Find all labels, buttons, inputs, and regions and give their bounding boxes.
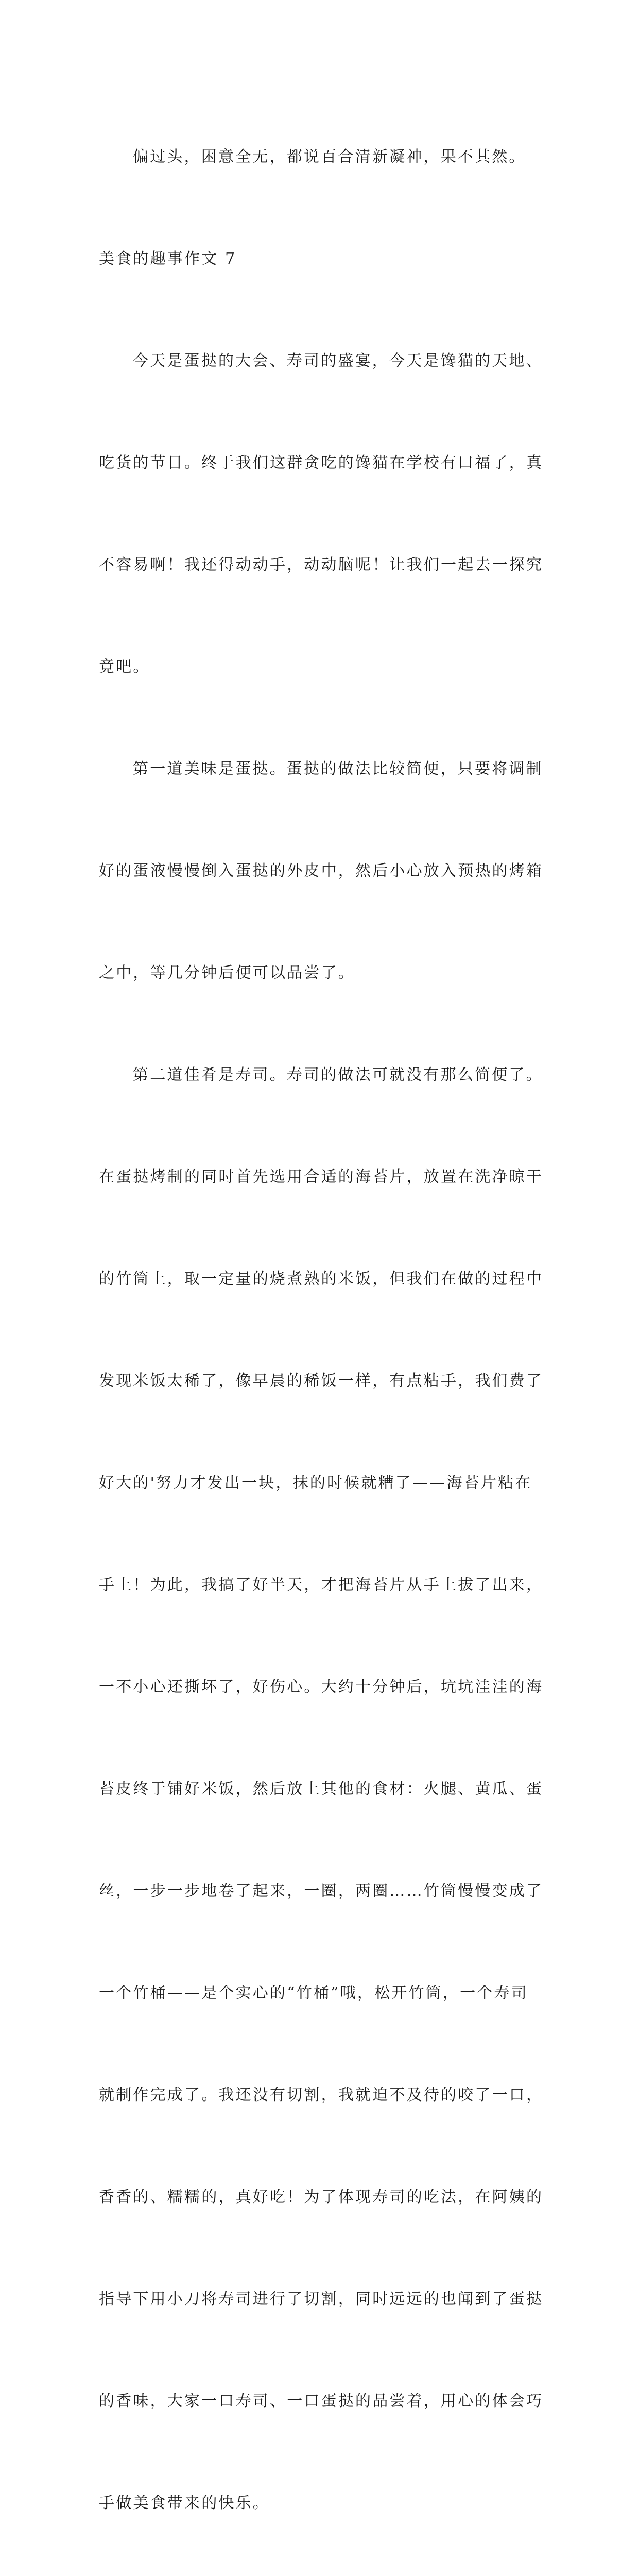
paragraph-line: 不容易啊！我还得动动手，动动脑呢！让我们一起去一探究: [99, 556, 544, 574]
paragraph-line: 第二道佳肴是寿司。寿司的做法可就没有那么简便了。: [133, 1066, 543, 1084]
paragraph-line: 在蛋挞烤制的同时首先选用合适的海苔片，放置在洗净晾干: [99, 1168, 544, 1186]
section-heading: 美食的趣事作文 7: [99, 250, 237, 268]
paragraph-line: 竟吧。: [99, 658, 150, 676]
paragraph-line: 手做美食带来的快乐。: [99, 2494, 270, 2512]
paragraph-line: 指导下用小刀将寿司进行了切割，同时远远的也闻到了蛋挞: [99, 2290, 544, 2308]
paragraph-line: 发现米饭太稀了，像早晨的稀饭一样，有点粘手，我们费了: [99, 1372, 544, 1390]
paragraph-line: 第一道美味是蛋挞。蛋挞的做法比较简便，只要将调制: [133, 760, 543, 778]
paragraph-line: 吃货的节日。终于我们这群贪吃的馋猫在学校有口福了，真: [99, 454, 544, 472]
paragraph-line: 手上！为此，我搞了好半天，才把海苔片从手上拔了出来，: [99, 1576, 544, 1594]
paragraph-line: 今天是蛋挞的大会、寿司的盛宴，今天是馋猫的天地、: [133, 352, 543, 370]
paragraph-line: 之中，等几分钟后便可以品尝了。: [99, 964, 355, 982]
paragraph-line: 好的蛋液慢慢倒入蛋挞的外皮中，然后小心放入预热的烤箱: [99, 862, 544, 880]
document-body: [99, 72, 552, 2576]
paragraph-line: 的竹筒上，取一定量的烧煮熟的米饭，但我们在做的过程中: [99, 1270, 544, 1288]
paragraph-line: 好大的'努力才发出一块，抹的时候就糟了——海苔片粘在: [99, 1474, 532, 1492]
paragraph-line: 苔皮终于铺好米饭，然后放上其他的食材：火腿、黄瓜、蛋: [99, 1780, 544, 1798]
paragraph-line: 偏过头，困意全无，都说百合清新凝神，果不其然。: [133, 148, 526, 166]
paragraph-line: 就制作完成了。我还没有切割，我就迫不及待的咬了一口，: [99, 2086, 544, 2104]
paragraph-line: 一个竹桶——是个实心的“竹桶”哦，松开竹筒，一个寿司: [99, 1984, 528, 2002]
paragraph-line: 的香味，大家一口寿司、一口蛋挞的品尝着，用心的体会巧: [99, 2392, 544, 2410]
paragraph-line: 一不小心还撕坏了，好伤心。大约十分钟后，坑坑洼洼的海: [99, 1678, 544, 1696]
paragraph-line: 丝，一步一步地卷了起来，一圈，两圈……竹筒慢慢变成了: [99, 1882, 544, 1900]
paragraph-line: 香香的、糯糯的，真好吃！为了体现寿司的吃法，在阿姨的: [99, 2188, 544, 2206]
